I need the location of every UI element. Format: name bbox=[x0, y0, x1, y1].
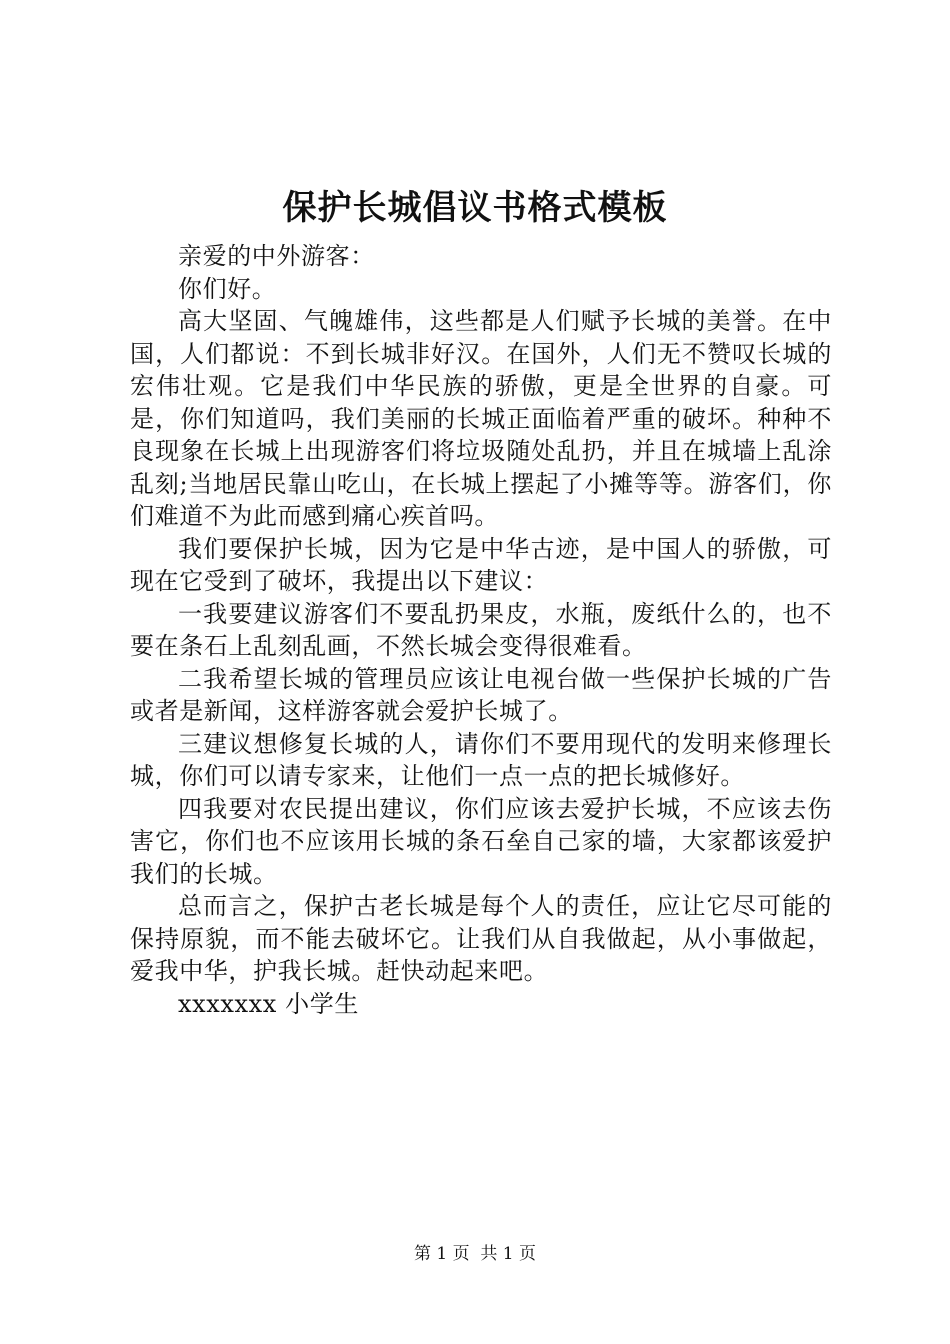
salutation: 亲爱的中外游客： bbox=[178, 242, 375, 270]
page-footer bbox=[0, 1242, 950, 1266]
page-number: 第 1 页 共 1 页 bbox=[413, 1244, 537, 1264]
paragraph-proposal: 我们要保护长城，因为它是中华古迹，是中国人的骄傲，可现在它受到了破坏，我提出以下建议： bbox=[130, 534, 832, 595]
suggestion-2: 二我希望长城的管理员应该让电视台做一些保护长城的广告或者是新闻，这样游客就会爱护长城了。 bbox=[130, 664, 832, 725]
document-body bbox=[130, 240, 832, 1020]
suggestion-3: 三建议想修复长城的人，请你们不要用现代的发明来修理长城，你们可以请专家来，让他们一点一点的把长城修好。 bbox=[130, 729, 832, 790]
signature: xxxxxxx 小学生 bbox=[178, 989, 359, 1018]
suggestion-4: 四我要对农民提出建议，你们应该去爱护长城，不应该去伤害它，你们也不应该用长城的条石垒自己家的墙，大家都该爱护我们的长城。 bbox=[130, 794, 832, 888]
greeting: 你们好。 bbox=[178, 274, 277, 303]
paragraph-intro: 高大坚固、气魄雄伟，这些都是人们赋予长城的美誉。在中国，人们都说：不到长城非好汉。在国外，人们无不赞叹长城的宏伟壮观。它是我们中华民族的骄傲，更是全世界的自豪。可是，你们知道吗，我们美丽的长城正面临着严重的破坏。种种不良现象在长城上出现游客们将垃圾随处乱扔，并且在城墙上乱涂乱刻;当地居民靠山吃山，在长城上摆起了小摊等等。游客们，你们难道不为此而感到痛心疾首吗。 bbox=[130, 307, 832, 530]
document-title: 保护长城倡议书格式模板 bbox=[282, 188, 668, 228]
suggestion-1: 一我要建议游客们不要乱扔果皮，水瓶，废纸什么的，也不要在条石上乱刻乱画，不然长城会变得很难看。 bbox=[130, 599, 832, 660]
paragraph-conclusion: 总而言之，保护古老长城是每个人的责任，应让它尽可能的保持原貌，而不能去破坏它。让我们从自我做起，从小事做起，爱我中华，护我长城。赶快动起来吧。 bbox=[130, 892, 832, 985]
